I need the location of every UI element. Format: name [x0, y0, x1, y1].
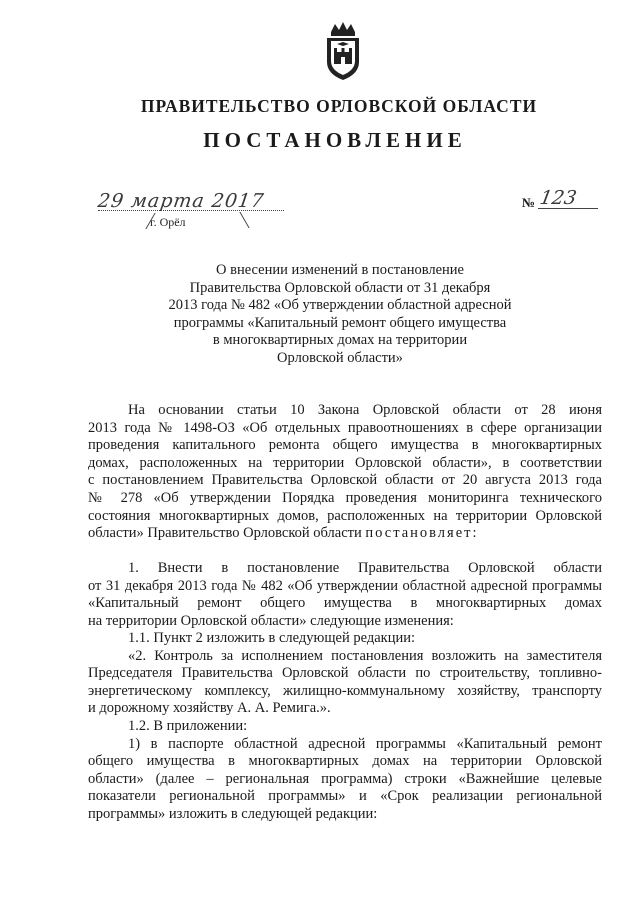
- document-title: [150, 262, 530, 368]
- resolves-word: постановляет:: [365, 525, 479, 542]
- preamble-last-prefix: области» Правительство Орловской области: [88, 525, 366, 542]
- item-1-1-paragraph: [88, 630, 602, 718]
- preamble-line: На основании статьи 10 Закона Орловской области от 28 июня: [128, 402, 602, 418]
- title-line: О внесении изменений в постановление: [216, 262, 464, 278]
- preamble-line: с постановлением Правительства Орловской области от 20 августа 2013 года: [88, 472, 602, 489]
- item-1-line: 1. Внести в постановление Правительства Орловской области: [128, 560, 602, 576]
- preamble-line: состояния многоквартирных домов, расположенных на территории Орловской: [88, 507, 602, 524]
- document-type: ПОСТАНОВЛЕНИЕ: [203, 128, 467, 152]
- coat-of-arms-emblem-icon: [323, 22, 363, 82]
- date-underline: [98, 210, 284, 212]
- handwritten-date: 29 марта 2017: [96, 190, 266, 212]
- preamble-line: домах, расположенных на территории Орловской области», в соответствии: [88, 454, 602, 471]
- title-line: 2013 года № 482 «Об утверждении областной адресной: [168, 297, 512, 314]
- title-line: Правительства Орловской области от 31 декабря: [189, 279, 491, 296]
- item-1-2-1-line: показатели региональной программы» и «Срок реализации региональной: [88, 788, 602, 805]
- preamble-last-line: [88, 525, 602, 543]
- number-underline: [538, 208, 598, 209]
- item-1-2-1-line: области» (далее – региональная программа) строки «Важнейшие целевые: [88, 770, 602, 787]
- item-1-line: от 31 декабря 2013 года № 482 «Об утверждении областной адресной программы: [88, 577, 602, 594]
- preamble-line: № 278 «Об утверждении Порядка проведения мониторинга технического: [88, 489, 602, 506]
- item-1-1-heading: 1.1. Пункт 2 изложить в следующей редакции:: [128, 630, 416, 646]
- item-1-2-1-line: программы» изложить в следующей редакции:: [88, 805, 378, 822]
- city-name: г. Орёл: [150, 215, 186, 229]
- item-1-line: «Капитальный ремонт общего имущества в многоквартирных домах: [88, 595, 602, 612]
- item-1-2-1-line: общего имущества в многоквартирных домах на территории Орловской: [88, 753, 602, 770]
- preamble-paragraph: [88, 402, 602, 543]
- item-1-1-quote-line: Председателя Правительства Орловской области по строительству, топливно-: [88, 665, 602, 682]
- item-1-1-quote-line: энергетическому комплексу, жилищно-коммунальному хозяйству, транспорту: [88, 682, 602, 699]
- handwritten-number: 123: [538, 187, 579, 209]
- city-bracket-right: [231, 212, 249, 228]
- preamble-line: проведения капитального ремонта общего имущества в многоквартирных: [88, 437, 602, 454]
- item-1-2-paragraph: [88, 718, 602, 824]
- item-1-line: на территории Орловской области» следующие изменения:: [88, 612, 454, 629]
- title-line: Орловской области»: [277, 349, 403, 366]
- number-label: №: [522, 195, 536, 210]
- title-line: программы «Капитальный ремонт общего имущества: [173, 314, 507, 331]
- preamble-line: 2013 года № 1498-ОЗ «Об отдельных правоотношениях в сфере организации: [88, 419, 602, 436]
- item-1-2-heading: 1.2. В приложении:: [128, 718, 248, 734]
- title-line: в многоквартирных домах на территории: [212, 332, 468, 349]
- item-1-paragraph: [88, 560, 602, 630]
- item-1-1-quote-line: и дорожному хозяйству А. А. Ремига.».: [88, 700, 331, 717]
- item-1-1-quote-line: «2. Контроль за исполнением постановления возложить на заместителя: [128, 647, 602, 664]
- organization-name: ПРАВИТЕЛЬСТВО ОРЛОВСКОЙ ОБЛАСТИ: [140, 96, 538, 116]
- item-1-2-1-line: 1) в паспорте областной адресной программы «Капитальный ремонт: [128, 735, 602, 752]
